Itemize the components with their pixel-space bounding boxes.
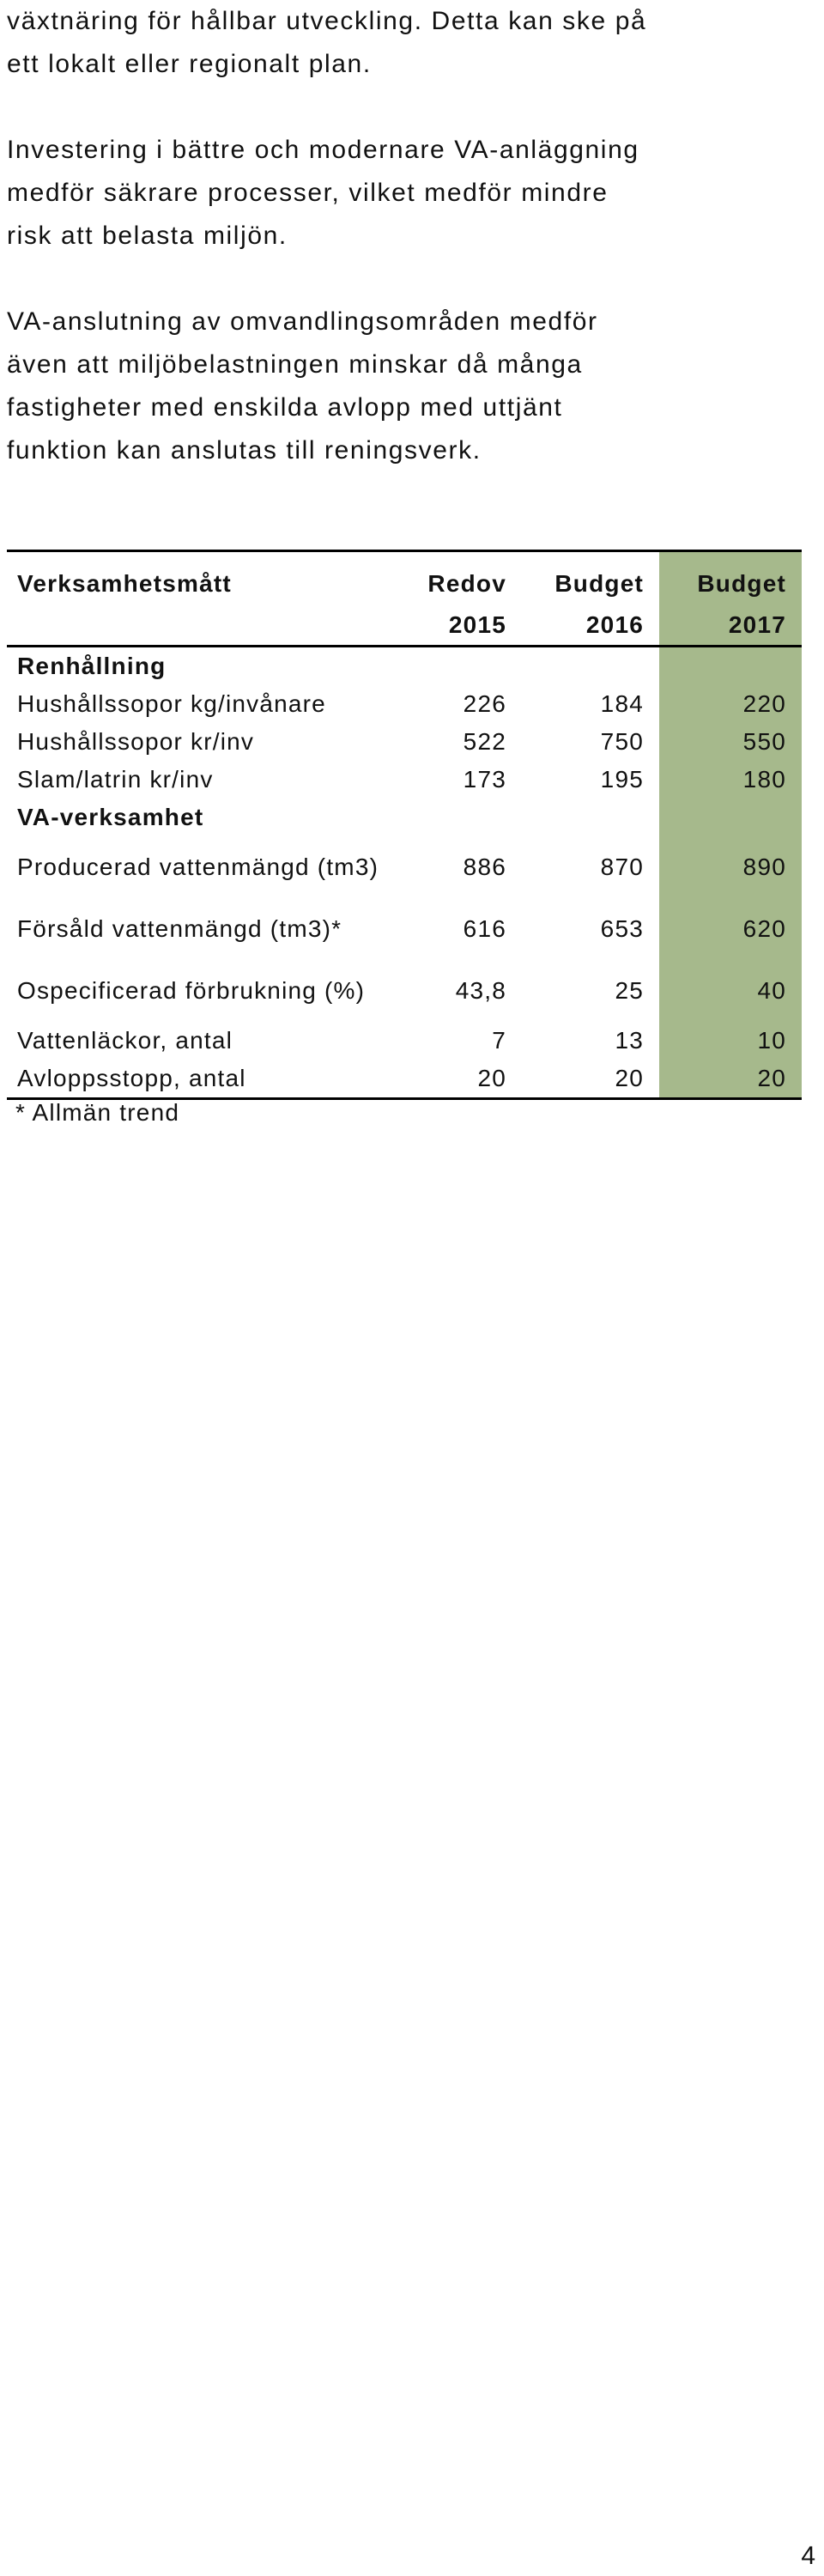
table-row	[7, 836, 802, 898]
value-2016: 870	[600, 854, 644, 880]
table-header-label: Verksamhetsmått	[7, 551, 393, 610]
paragraph-3	[7, 301, 779, 472]
row-label: Vattenläckor, antal	[17, 1027, 233, 1054]
row-label: Ospecificerad förbrukning (%)	[17, 977, 366, 1004]
text-line: fastigheter med enskilda avlopp med uttjänt	[7, 393, 563, 422]
value-2017: 550	[659, 723, 802, 761]
section-title: VA-verksamhet	[17, 804, 204, 830]
column-header-redov: Redov	[393, 551, 522, 610]
value-2016: 13	[615, 1027, 644, 1054]
page-number: 4	[801, 2542, 815, 2570]
value-2016: 25	[615, 977, 644, 1004]
year-2017: 2017	[659, 609, 802, 647]
value-2015: 226	[463, 690, 506, 717]
value-2017: 20	[659, 1060, 802, 1099]
text-line: VA-anslutning av omvandlingsområden medför	[7, 307, 598, 336]
table-row	[7, 685, 802, 723]
table-row	[7, 1022, 802, 1060]
row-label: Producerad vattenmängd (tm3)	[17, 854, 379, 880]
text-line: medför säkrare processer, vilket medför mindre	[7, 179, 609, 207]
year-row-spacer	[7, 609, 393, 647]
intro-text	[7, 0, 779, 472]
value-2015: 886	[463, 854, 506, 880]
year-2016: 2016	[585, 611, 644, 638]
row-label: Hushållssopor kr/inv	[17, 728, 255, 755]
table-row	[7, 960, 802, 1022]
value-2015: 522	[463, 728, 506, 755]
row-label: Slam/latrin kr/inv	[17, 766, 214, 793]
value-2016: 750	[600, 728, 644, 755]
value-2015: 616	[463, 915, 506, 942]
kpi-table	[7, 550, 802, 1100]
value-2016: 195	[600, 766, 644, 793]
row-label: Avloppsstopp, antal	[7, 1060, 393, 1099]
value-2017: 10	[659, 1022, 802, 1060]
text-line: ett lokalt eller regionalt plan.	[7, 50, 372, 78]
section-title: Renhållning	[17, 653, 167, 679]
value-2015: 173	[463, 766, 506, 793]
value-2015: 7	[492, 1027, 506, 1054]
table-row	[7, 761, 802, 799]
row-label: Försåld vattenmängd (tm3)*	[17, 915, 342, 942]
footnote: * Allmän trend	[15, 1099, 180, 1126]
value-2016: 20	[522, 1060, 659, 1099]
column-header-budget-2016: Budget	[522, 551, 659, 610]
table-row	[7, 1060, 802, 1099]
table-row	[7, 898, 802, 960]
text-line: funktion kan anslutas till reningsverk.	[7, 436, 482, 465]
text-line: växtnäring för hållbar utveckling. Detta kan ske på	[7, 7, 647, 35]
text-line: risk att belasta miljön.	[7, 222, 288, 250]
row-label: Hushållssopor kg/invånare	[17, 690, 326, 717]
value-2015: 43,8	[455, 977, 506, 1004]
value-2017: 620	[659, 898, 802, 960]
value-2017: 890	[659, 836, 802, 898]
table-year-row	[7, 609, 802, 647]
value-2017: 180	[659, 761, 802, 799]
year-2015: 2015	[448, 611, 506, 638]
text-line: även att miljöbelastningen minskar då många	[7, 350, 583, 379]
value-2016: 184	[600, 690, 644, 717]
text-line: Investering i bättre och modernare VA-anläggning	[7, 136, 639, 164]
paragraph-1	[7, 0, 779, 86]
value-2016: 653	[600, 915, 644, 942]
column-header-budget-2017: Budget	[659, 551, 802, 610]
paragraph-2	[7, 129, 779, 258]
section-row	[7, 799, 802, 836]
table-row	[7, 723, 802, 761]
table-header-row	[7, 551, 802, 610]
value-2017: 40	[659, 960, 802, 1022]
value-2015: 20	[393, 1060, 522, 1099]
value-2017: 220	[659, 685, 802, 723]
section-row	[7, 647, 802, 686]
